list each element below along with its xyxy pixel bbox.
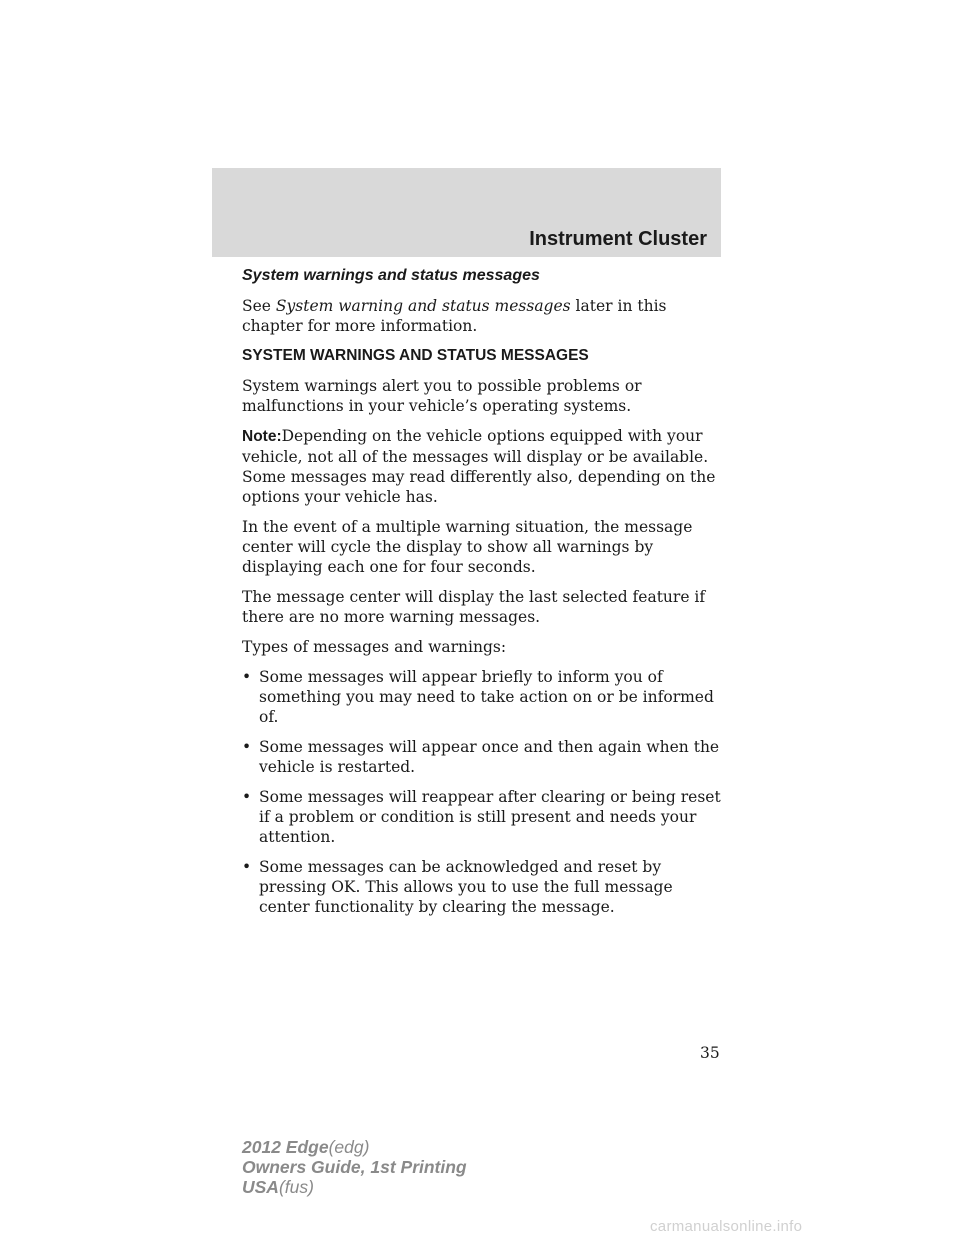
subheading: System warnings and status messages xyxy=(242,267,540,284)
list-item xyxy=(242,667,722,727)
see-suffix: later in this chapter for more information. xyxy=(242,297,667,335)
note-label: Note: xyxy=(242,428,282,445)
bullet-icon: • xyxy=(242,788,252,806)
intro-paragraph: System warnings alert you to possible problems or malfunctions in your vehicle’s operating systems. xyxy=(242,377,642,415)
list-item-text: Some messages will reappear after clearing or being reset if a problem or condition is still present and needs your attention. xyxy=(259,788,721,846)
list-item xyxy=(242,737,722,777)
footer-model: 2012 Edge xyxy=(242,1137,329,1157)
section-heading: SYSTEM WARNINGS AND STATUS MESSAGES xyxy=(242,347,589,364)
footer-line-model xyxy=(242,1137,467,1157)
note-paragraph xyxy=(242,426,722,507)
page-content xyxy=(242,266,722,927)
list-item-text: Some messages can be acknowledged and reset by pressing OK. This allows you to use the full message center functionality by clearing the message. xyxy=(259,858,673,916)
footer-printing: Owners Guide, 1st Printing xyxy=(242,1157,467,1177)
bullet-icon: • xyxy=(242,738,252,756)
footer-model-code: (edg) xyxy=(328,1137,370,1157)
header-band xyxy=(212,168,721,257)
footer-region: USA xyxy=(242,1177,279,1197)
watermark: carmanualsonline.info xyxy=(650,1218,803,1235)
list-item-text: Some messages will appear briefly to inform you of something you may need to take action on or be informed of. xyxy=(259,668,714,726)
list-item-text: Some messages will appear once and then again when the vehicle is restarted. xyxy=(259,738,720,776)
last-feature-paragraph: The message center will display the last selected feature if there are no more warning messages. xyxy=(242,588,706,626)
see-reference-link: System warning and status messages xyxy=(275,297,571,315)
footer-region-code: (fus) xyxy=(278,1177,314,1197)
footer-line-region xyxy=(242,1177,467,1197)
footer-line-printing xyxy=(242,1157,467,1177)
list-item xyxy=(242,787,722,847)
multiple-warning-paragraph: In the event of a multiple warning situation, the message center will cycle the display to show all warnings by displaying each one for four seconds. xyxy=(242,518,693,576)
see-prefix: See xyxy=(242,297,276,315)
types-intro-paragraph: Types of messages and warnings: xyxy=(242,638,507,656)
list-item xyxy=(242,857,722,917)
footer-edition-info xyxy=(242,1137,467,1197)
section-title: Instrument Cluster xyxy=(529,228,707,250)
bullet-icon: • xyxy=(242,668,252,686)
bullet-icon: • xyxy=(242,858,252,876)
message-types-list xyxy=(242,667,722,917)
note-text: Depending on the vehicle options equipped with your vehicle, not all of the messages will display or be available. Some messages may read differently also, depending on the options your vehicle has. xyxy=(242,427,716,506)
page-number: 35 xyxy=(700,1044,720,1062)
see-reference-paragraph xyxy=(242,296,722,336)
